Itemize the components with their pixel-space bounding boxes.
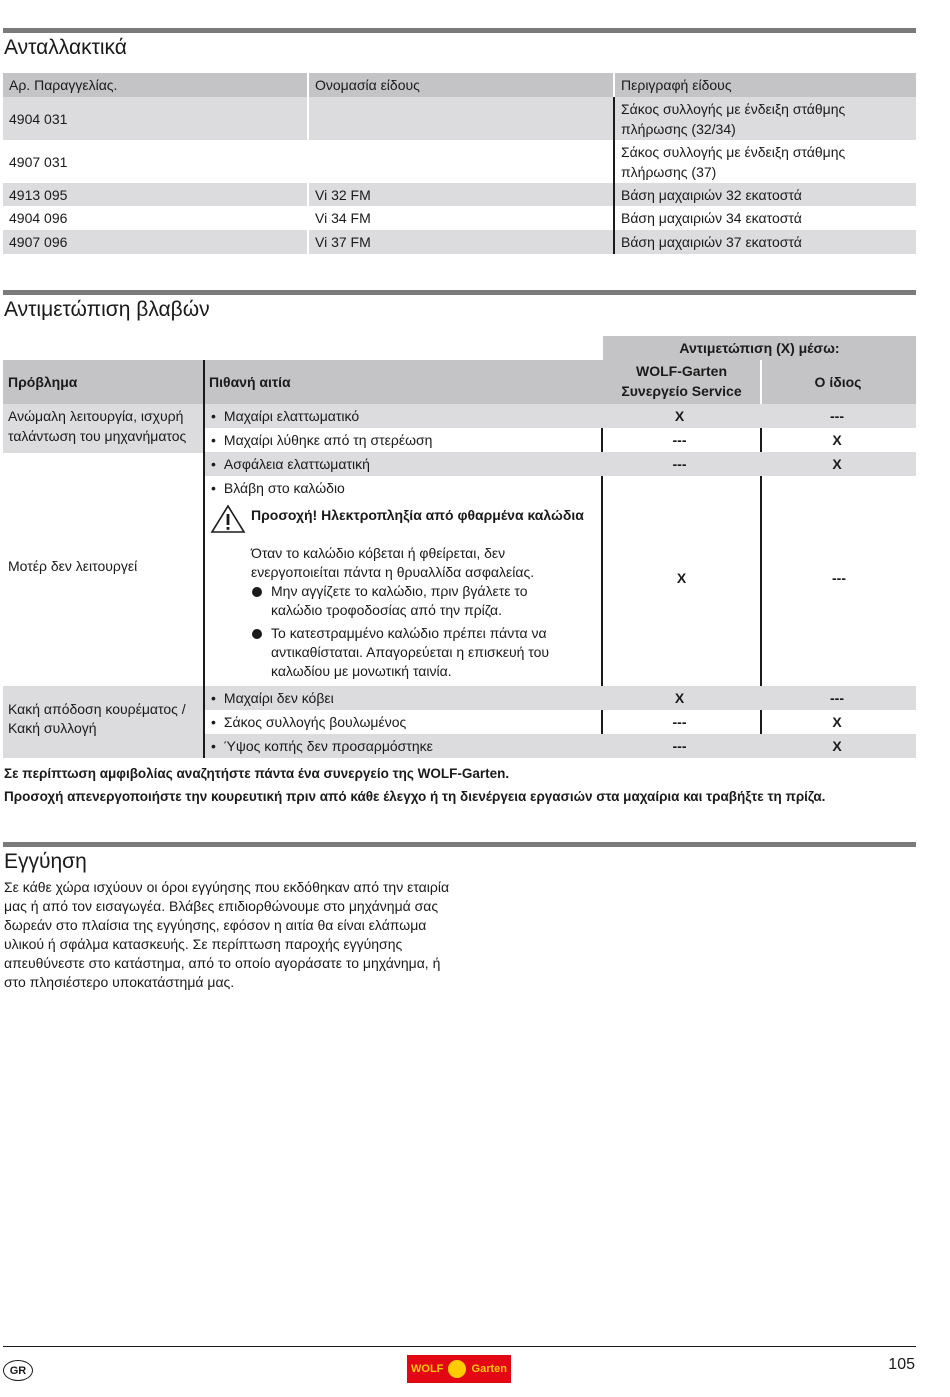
- table-row: [205, 404, 916, 428]
- item-name: Vi 32 FM: [309, 183, 615, 206]
- cause-text: • Μαχαίρι ελαττωματικό: [205, 408, 601, 424]
- table-row: [3, 206, 916, 230]
- spare-parts-title: Ανταλλακτικά: [4, 36, 127, 59]
- description: Σάκος συλλογής με ένδειξη στάθμης πλήρωσης (32/34): [621, 100, 846, 137]
- service-mark: ---: [672, 432, 687, 448]
- warning-bullet: Μην αγγίζετε το καλώδιο, πριν βγάλετε το καλώδιο τροφοδοσίας από την πρίζα.: [271, 583, 528, 618]
- service-mark: X: [674, 690, 685, 706]
- description: Βάση μαχαιριών 34 εκατοστά: [621, 210, 802, 226]
- table-row: [3, 183, 916, 206]
- header-order-no: Αρ. Παραγγελίας.: [3, 73, 309, 97]
- section-divider: [3, 28, 916, 33]
- table-row: [205, 452, 916, 476]
- table-row: [205, 476, 916, 500]
- header-service-line2: Συνεργείο Service: [621, 383, 742, 399]
- cause-text: • Σάκος συλλογής βουλωμένος: [205, 714, 601, 730]
- logo-text-right: Garten: [471, 1363, 507, 1375]
- section-divider: [3, 290, 916, 295]
- table-row: [205, 428, 916, 452]
- table-row: [3, 140, 916, 183]
- header-service: [603, 361, 760, 401]
- cause-text: • Μαχαίρι λύθηκε από τη στερέωση: [205, 432, 601, 448]
- cause-text: • Ύψος κοπής δεν προσαρμόστηκε: [205, 738, 601, 754]
- table-row: [3, 230, 916, 254]
- warranty-text: Σε κάθε χώρα ισχύουν οι όροι εγγύησης που εκδόθηκαν από την εταιρία μας ή από τον εισαγωγέα. Βλάβες επιδιορθώνουμε στο μηχάνημά σας δωρεάν στο πλαίσια της εγγύησης, εφόσον η αιτία θα είναι ελάπωμα υλικού ή σφάλμα κατασκευής. Σε περίπτωση παροχής εγγύησης απευθύνεστε στο κατάστημα, από το οποίο αγοράσατε το μηχάνημα, ή στο πλησιέστερο υποκατάστημά μας.: [4, 879, 450, 990]
- problem-cell: Ανώμαλη λειτουργία, ισχυρή ταλάντωση του μηχανήματος: [3, 404, 203, 453]
- header-self: Ο ίδιος: [814, 374, 862, 390]
- warning-title: Προσοχή! Ηλεκτροπληξία από φθαρμένα καλώδια: [251, 507, 584, 523]
- cause-text: • Ασφάλεια ελαττωματική: [205, 456, 601, 472]
- service-mark: ---: [672, 738, 687, 754]
- table-row: [205, 710, 916, 734]
- item-name: Vi 37 FM: [309, 230, 615, 254]
- cause-text: • Μαχαίρι δεν κόβει: [205, 690, 601, 706]
- order-no: 4904 096: [3, 206, 309, 230]
- service-mark: ---: [672, 456, 687, 472]
- remedy-header: Αντιμετώπιση (X) μέσω:: [603, 336, 916, 360]
- page-number: 105: [888, 1356, 915, 1373]
- note-safety: Προσοχή απενεργοποιήστε την κουρευτική πριν από κάθε έλεγχο ή τη διενέργεια εργασιών στα μαχαίρια και τραβήξτε τη πρίζα.: [4, 789, 826, 804]
- troubleshooting-title: Αντιμετώπιση βλαβών: [4, 298, 210, 321]
- cause-text: • Βλάβη στο καλώδιο: [205, 480, 601, 496]
- self-mark: X: [832, 456, 842, 472]
- self-mark: ---: [830, 690, 844, 706]
- order-no: 4904 031: [3, 97, 309, 140]
- warning-text: Όταν το καλώδιο κόβεται ή φθείρεται, δεν ενεργοποιείται πάντα η θρυαλλίδα ασφαλείας.: [251, 545, 535, 580]
- self-mark: ---: [832, 570, 846, 586]
- wolf-garten-logo: [407, 1355, 511, 1383]
- header-service-line1: WOLF-Garten: [636, 363, 727, 379]
- header-description: Περιγραφή είδους: [621, 77, 732, 93]
- description: Βάση μαχαιριών 37 εκατοστά: [621, 234, 802, 250]
- warning-bullet: Το κατεστραμμένο καλώδιο πρέπει πάντα να αντικαθίσταται. Απαγορεύεται η επισκευή του καλωδίου με μονωτική ταινία.: [271, 625, 550, 679]
- header-item-name: Ονομασία είδους: [309, 73, 615, 97]
- service-mark: ---: [672, 714, 687, 730]
- warranty-title: Εγγύηση: [4, 850, 87, 873]
- table-header-row: [3, 73, 916, 97]
- header-cause: Πιθανή αιτία: [209, 374, 291, 390]
- table-row: [205, 686, 916, 710]
- self-mark: X: [832, 714, 842, 730]
- item-name: Vi 34 FM: [309, 206, 615, 230]
- header-divider: [760, 360, 762, 404]
- self-mark: ---: [830, 408, 844, 424]
- table-row: [205, 734, 916, 758]
- bullet-dot-icon: [252, 629, 262, 639]
- service-mark: X: [674, 408, 685, 424]
- problem-cell: Κακή απόδοση κουρέματος / Κακή συλλογή: [3, 686, 203, 758]
- description: Σάκος συλλογής με ένδειξη στάθμης πλήρωσης (37): [621, 143, 846, 180]
- self-mark: X: [832, 432, 842, 448]
- problem-cell: Μοτέρ δεν λειτουργεί: [8, 558, 138, 574]
- self-mark: X: [832, 738, 842, 754]
- wolf-head-icon: [448, 1360, 466, 1378]
- order-no: 4907 031: [3, 140, 309, 183]
- description: Βάση μαχαιριών 32 εκατοστά: [621, 186, 802, 203]
- item-name: [309, 97, 615, 140]
- logo-text-left: WOLF: [411, 1363, 444, 1375]
- header-problem: Πρόβλημα: [8, 374, 78, 390]
- table-row: [3, 97, 916, 140]
- footer-rule: [3, 1346, 916, 1347]
- spare-parts-table: [3, 73, 916, 254]
- country-badge: GR: [3, 1360, 33, 1381]
- bullet-dot-icon: [252, 587, 262, 597]
- order-no: 4907 096: [3, 230, 309, 254]
- warning-icon: [210, 504, 246, 534]
- note-doubt: Σε περίπτωση αμφιβολίας αναζητήστε πάντα ένα συνεργείο της WOLF-Garten.: [4, 766, 510, 781]
- section-divider: [3, 842, 916, 847]
- service-mark: X: [676, 570, 687, 586]
- item-name: [309, 140, 615, 183]
- order-no: 4913 095: [3, 183, 309, 206]
